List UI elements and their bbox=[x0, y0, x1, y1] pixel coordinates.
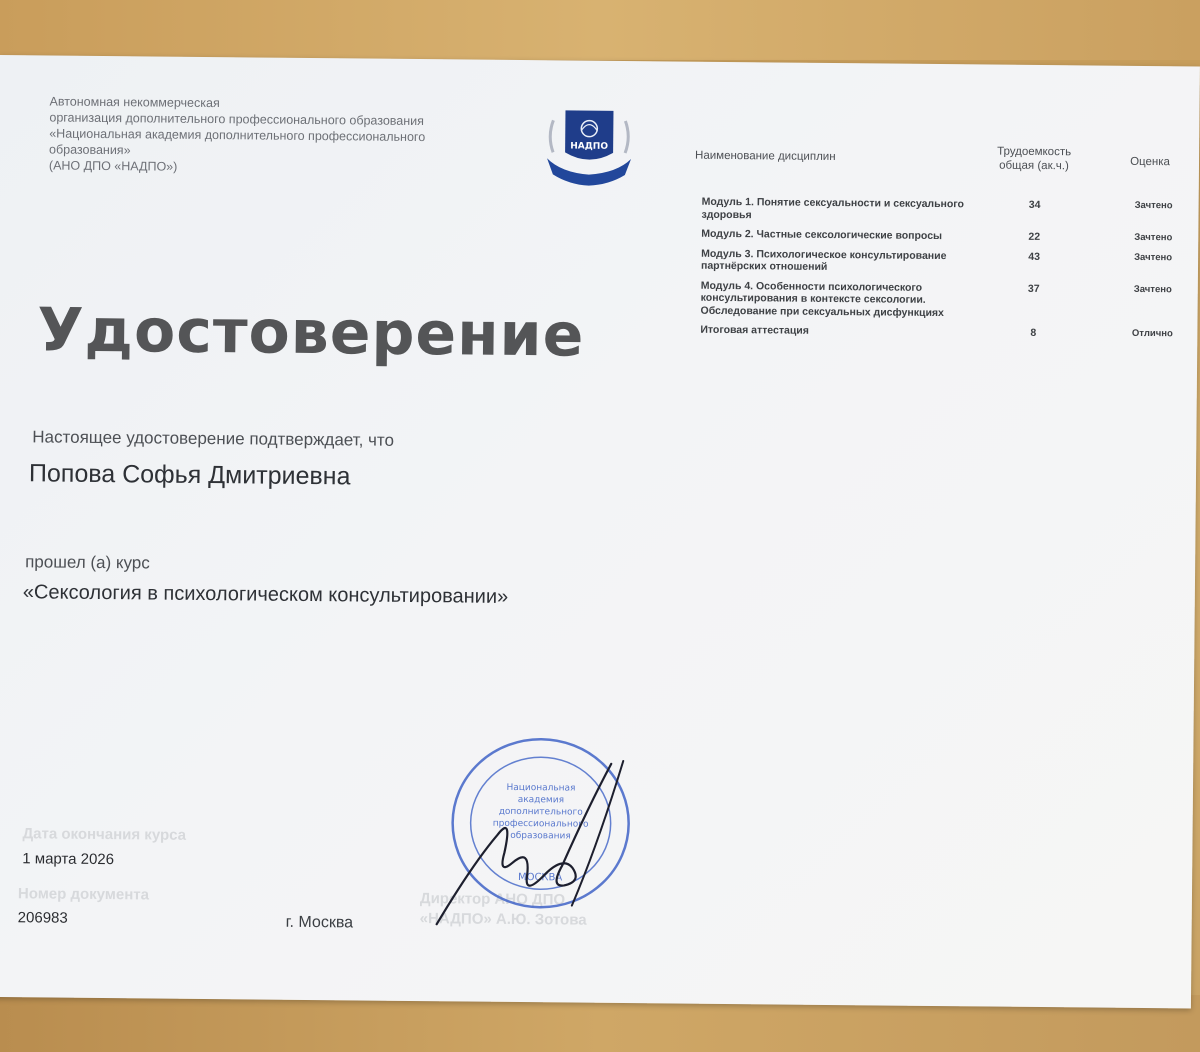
stamp-text: профессионального bbox=[492, 818, 589, 830]
header-hours-line: общая (ак.ч.) bbox=[999, 159, 1069, 173]
stamp-text: образования bbox=[510, 830, 571, 842]
certificate-title: Удостоверение bbox=[37, 295, 585, 371]
discipline-grade: Зачтено bbox=[1134, 199, 1173, 212]
disciplines-table bbox=[693, 132, 1180, 348]
discipline-hours: 43 bbox=[1028, 250, 1041, 263]
discipline-name: Модуль 2. Частные сексологические вопросы bbox=[701, 227, 943, 243]
discipline-name: Итоговая аттестация bbox=[700, 323, 809, 337]
doc-number-label: Номер документа bbox=[17, 885, 150, 904]
end-date-value: 1 марта 2026 bbox=[22, 850, 115, 869]
desk-surface-top bbox=[0, 0, 1200, 60]
org-line: Автономная некоммерческая bbox=[49, 94, 220, 111]
discipline-name: Модуль 3. Психологическое консультирование партнёрских отношений bbox=[700, 247, 947, 273]
logo-text: НАДПО bbox=[570, 141, 609, 152]
passed-course-text: прошел (а) курс bbox=[25, 552, 150, 573]
director-line: Директор АНО ДПО bbox=[419, 890, 566, 909]
director-line: «НАДПО» А.Ю. Зотова bbox=[419, 910, 587, 929]
director-signature bbox=[412, 754, 654, 931]
discipline-hours: 22 bbox=[1028, 230, 1041, 243]
table-row bbox=[694, 228, 1179, 245]
table-row bbox=[694, 196, 1179, 226]
discipline-grade: Отлично bbox=[1131, 327, 1173, 340]
discipline-grade: Зачтено bbox=[1134, 231, 1173, 244]
discipline-hours: 8 bbox=[1030, 326, 1037, 339]
table-row bbox=[693, 324, 1178, 341]
discipline-hours: 37 bbox=[1027, 282, 1040, 295]
stamp-text: дополнительного bbox=[498, 806, 583, 818]
table-row bbox=[694, 279, 1179, 321]
org-line: «Национальная академия дополнительного профессионального bbox=[49, 126, 426, 145]
discipline-name: Модуль 1. Понятие сексуальности и сексуального здоровья bbox=[701, 195, 965, 221]
org-line: образования» bbox=[49, 142, 131, 158]
discipline-grade: Зачтено bbox=[1134, 251, 1173, 263]
person-name: Попова Софья Дмитриевна bbox=[28, 459, 351, 491]
organization-block bbox=[49, 93, 470, 177]
end-date-label: Дата окончания курса bbox=[22, 825, 187, 844]
header-hours-line: Трудоемкость bbox=[997, 145, 1072, 159]
stamp-city: МОСКВА bbox=[517, 872, 563, 884]
stamp-text: Национальная bbox=[506, 782, 576, 794]
certificate-sheet bbox=[0, 55, 1200, 1008]
table-row bbox=[694, 247, 1179, 277]
header-discipline-name: Наименование дисциплин bbox=[695, 149, 836, 164]
stamp-text: академия bbox=[517, 795, 565, 806]
lead-text: Настоящее удостоверение подтверждает, что bbox=[32, 427, 395, 450]
header-hours bbox=[979, 144, 1089, 173]
doc-number-value: 206983 bbox=[17, 909, 68, 927]
org-line: организация дополнительного профессионального образования bbox=[49, 110, 425, 129]
discipline-name: Модуль 4. Особенности психологического консультирования в контексте сексологии. Обследование при сексуальных дисфункциях bbox=[700, 279, 944, 319]
discipline-grade: Зачтено bbox=[1133, 283, 1172, 295]
course-name: «Сексология в психологическом консультировании» bbox=[22, 581, 509, 608]
header-grade: Оценка bbox=[1130, 155, 1171, 169]
org-line: (АНО ДПО «НАДПО») bbox=[48, 158, 178, 174]
discipline-hours: 34 bbox=[1028, 198, 1041, 211]
table-header bbox=[695, 132, 1181, 201]
nadpo-logo-icon bbox=[539, 100, 640, 191]
city: г. Москва bbox=[285, 913, 354, 932]
